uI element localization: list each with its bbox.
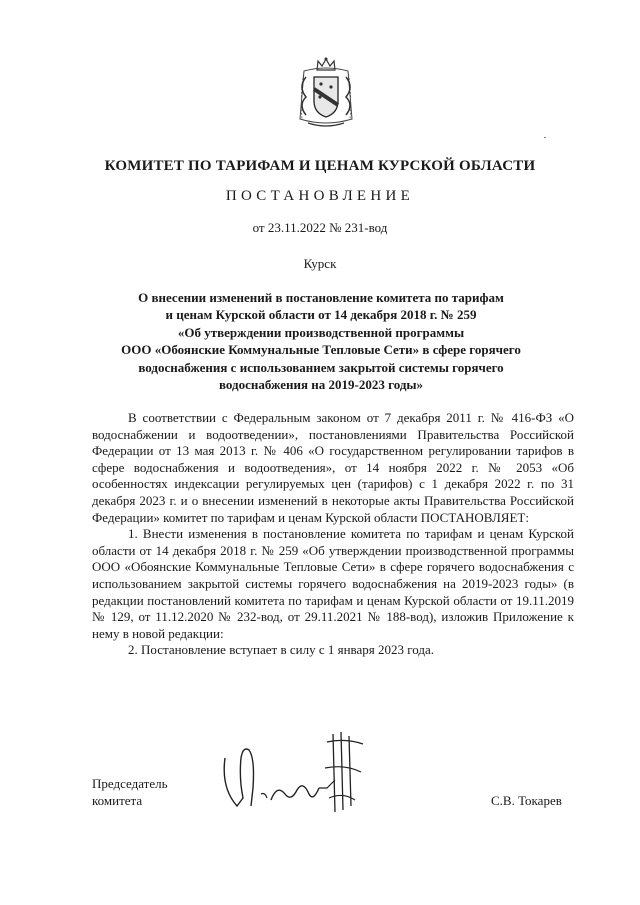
signatory-position-line2: комитета [92,793,143,808]
coat-of-arms-icon [294,57,358,129]
subject-line: и ценам Курской области от 14 декабря 2018 г. № 259 [165,307,477,323]
item-1-paragraph: 1. Внести изменения в постановление комитета по тарифам и ценам Курской области от 14 декабря 2018 г. № 259 «Об утверждении производственной программы ООО «Обоянские Коммунальные Тепловые Сети» в сфере горячего водоснабжения с использованием закрытой системы горячего водоснабжения на 2019-2023 годы» (в редакции постановлений комитета по тарифам и ценам Курской области от 19.11.2019 № 129, от 11.12.2020 № 232-вод, от 29.11.2021 № 188-вод), изложив Приложение к нему в новой редакции: [92,526,574,641]
document-city: Курск [303,256,337,271]
signatory-position [92,775,168,809]
document-body [92,410,574,659]
signatory-name: С.В. Токарев [491,793,562,808]
scan-artifact [544,137,546,138]
subject-line: О внесении изменений в постановление комитета по тарифам [138,290,504,305]
signatory-position-line1: Председатель [92,776,168,791]
subject-line: водоснабжения на 2019-2023 годы» [218,377,424,393]
handwritten-signature [215,728,375,816]
document-subject [90,289,552,393]
subject-line: ООО «Обоянские Коммунальные Тепловые Сети» в сфере горячего [121,342,521,358]
subject-line: водоснабжения с использованием закрытой системы горячего [138,359,504,375]
organization-title: КОМИТЕТ ПО ТАРИФАМ И ЦЕНАМ КУРСКОЙ ОБЛАСТИ [104,158,536,174]
preamble-paragraph: В соответствии с Федеральным законом от 7 декабря 2011 г. № 416-ФЗ «О водоснабжении и водоотведении», постановлениями Правительства Российской Федерации от 13 мая 2013 г. № 406 «О государственном регулировании тарифов в сфере водоснабжения и водоотведения», от 14 ноября 2022 г. № 2053 «Об особенностях индексации регулируемых цен (тарифов) с 1 декабря 2022 г. по 31 декабря 2023 г. и о внесении изменений в некоторые акты Правительства Российской Федерации» комитет по тарифам и ценам Курской области ПОСТАНОВЛЯЕТ: [92,410,574,525]
document-date-number: от 23.11.2022 № 231-вод [252,220,388,235]
subject-line: «Об утверждении производственной программы [177,324,465,340]
document-type: ПОСТАНОВЛЕНИЕ [225,188,415,204]
item-2-paragraph: 2. Постановление вступает в силу с 1 января 2023 года. [128,642,435,658]
